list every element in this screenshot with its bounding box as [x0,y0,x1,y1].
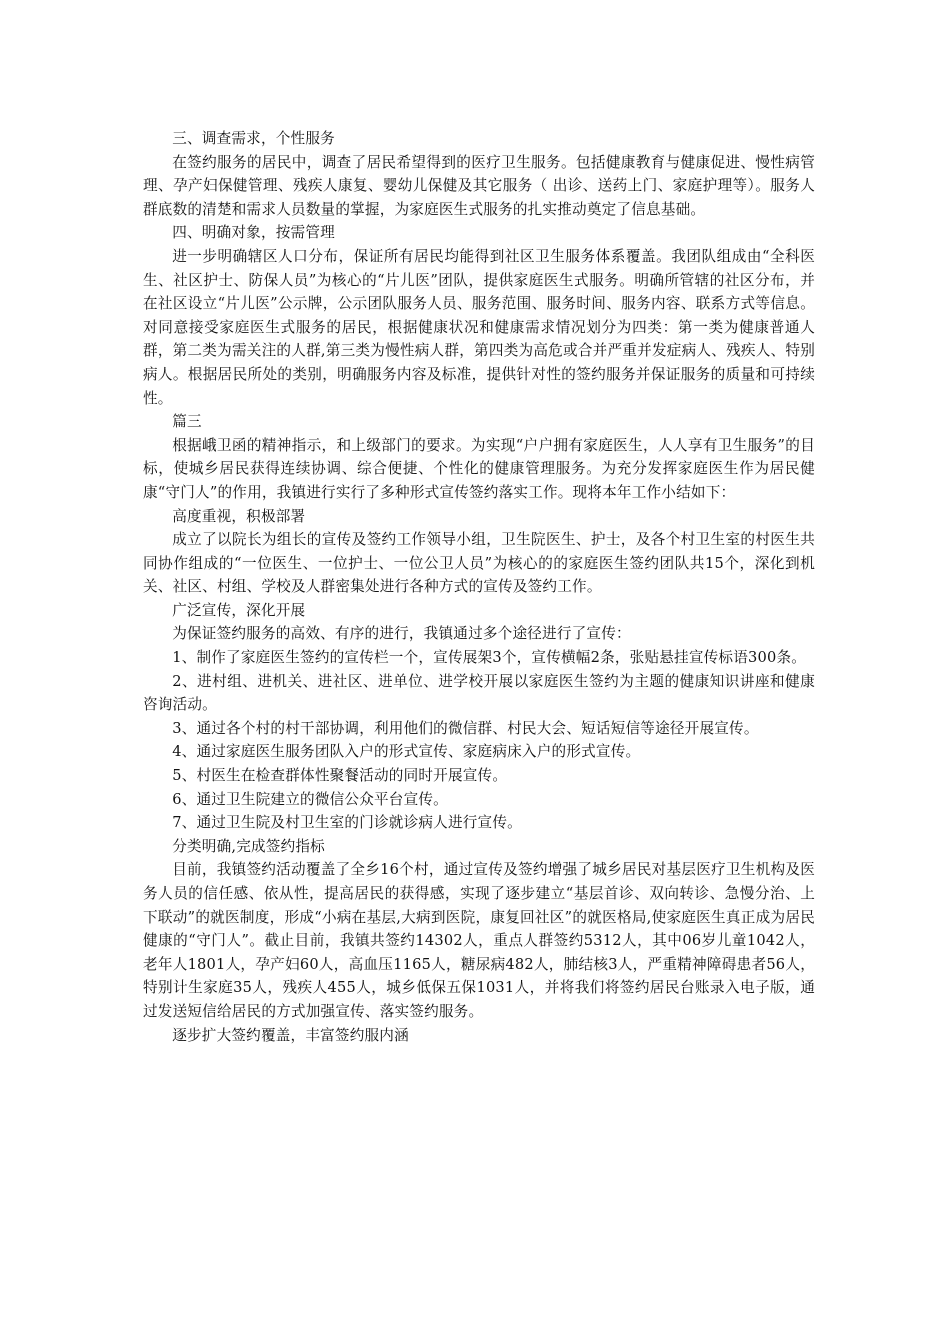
body-paragraph: 在签约服务的居民中，调查了居民希望得到的医疗卫生服务。包括健康教育与健康促进、慢性病管理、孕产妇保健管理、残疾人康复、婴幼儿保健及其它服务（ 出诊、送药上门、家庭护理等）。服务人群底数的清楚和需求人员数量的掌握，为家庭医生式服务的扎实推动奠定了信息基础。 [143,153,815,218]
list-item: 7、通过卫生院及村卫生室的门诊就诊病人进行宣传。 [172,814,522,832]
body-paragraph: 目前，我镇签约活动覆盖了全乡16个村，通过宣传及签约增强了城乡居民对基层医疗卫生机构及医务人员的信任感、依从性，提高居民的获得感，实现了逐步建立“基层首诊、双向转诊、急慢分治、上下联动”的就医制度，形成“小病在基层,大病到医院，康复回社区”的就医格局,使家庭医生真正成为居民健康的“守门人”。截止目前，我镇共签约14302人，重点人群签约5312人，其中06岁儿童1042人，老年人1801人，孕产妇60人，高血压1165人，糖尿病482人，肺结核3人，严重精神障碍患者56人，特别计生家庭35人，残疾人455人，城乡低保五保1031人，并将我们将签约居民台账录入电子版，通过发送短信给居民的方式加强宣传、落实签约服务。 [143,861,815,1020]
body-paragraph: 为保证签约服务的高效、有序的进行，我镇通过多个途径进行了宣传： [172,625,631,643]
body-paragraph: 成立了以院长为组长的宣传及签约工作领导小组，卫生院医生、护士，及各个村卫生室的村医生共同协作组成的“一位医生、一位护士、一位公卫人员”为核心的的家庭医生签约团队共15个，深化到机关、社区、村组、学校及人群密集处进行各种方式的宣传及签约工作。 [143,531,815,596]
section-heading: 分类明确,完成签约指标 [172,837,325,855]
list-item: 6、通过卫生院建立的微信公众平台宣传。 [172,790,448,808]
list-item: 3、通过各个村的村干部协调，利用他们的微信群、村民大会、短话短信等途径开展宣传。 [172,719,759,737]
section-heading: 逐步扩大签约覆盖，丰富签约服内涵 [172,1026,409,1044]
list-item: 5、村医生在检查群体性聚餐活动的同时开展宣传。 [172,767,508,785]
section-heading: 高度重视，积极部署 [172,507,306,525]
document-page [143,127,815,1047]
section-heading: 篇三 [172,413,202,431]
body-paragraph: 根据峨卫函的精神指示，和上级部门的要求。为实现“户户拥有家庭医生，人人享有卫生服务”的目标，使城乡居民获得连续协调、综合便捷、个性化的健康管理服务。为充分发挥家庭医生作为居民健康“守门人”的作用，我镇进行实行了多种形式宣传签约落实工作。现将本年工作小结如下： [143,436,815,501]
list-item: 1、制作了家庭医生签约的宣传栏一个，宣传展架3个，宣传横幅2条，张贴悬挂宣传标语300条。 [172,649,807,667]
section-heading: 三、调查需求，个性服务 [172,130,335,147]
section-heading: 广泛宣传，深化开展 [172,601,306,619]
body-paragraph: 进一步明确辖区人口分布，保证所有居民均能得到社区卫生服务体系覆盖。我团队组成由“全科医生、社区护士、防保人员”为核心的“片儿医”团队，提供家庭医生式服务。明确所管辖的社区分布，并在社区设立“片儿医”公示牌，公示团队服务人员、服务范围、服务时间、服务内容、联系方式等信息。对同意接受家庭医生式服务的居民，根据健康状况和健康需求情况划分为四类：第一类为健康普通人群，第二类为需关注的人群,第三类为慢性病人群，第四类为高危或合并严重并发症病人、残疾人、特别病人。根据居民所处的类别，明确服务内容及标准，提供针对性的签约服务并保证服务的质量和可持续性。 [143,247,815,407]
list-item: 4、通过家庭医生服务团队入户的形式宣传、家庭病床入户的形式宣传。 [172,743,641,761]
list-item: 2、进村组、进机关、进社区、进单位、进学校开展以家庭医生签约为主题的健康知识讲座和健康咨询活动。 [143,672,815,714]
section-heading: 四、明确对象，按需管理 [172,224,335,242]
